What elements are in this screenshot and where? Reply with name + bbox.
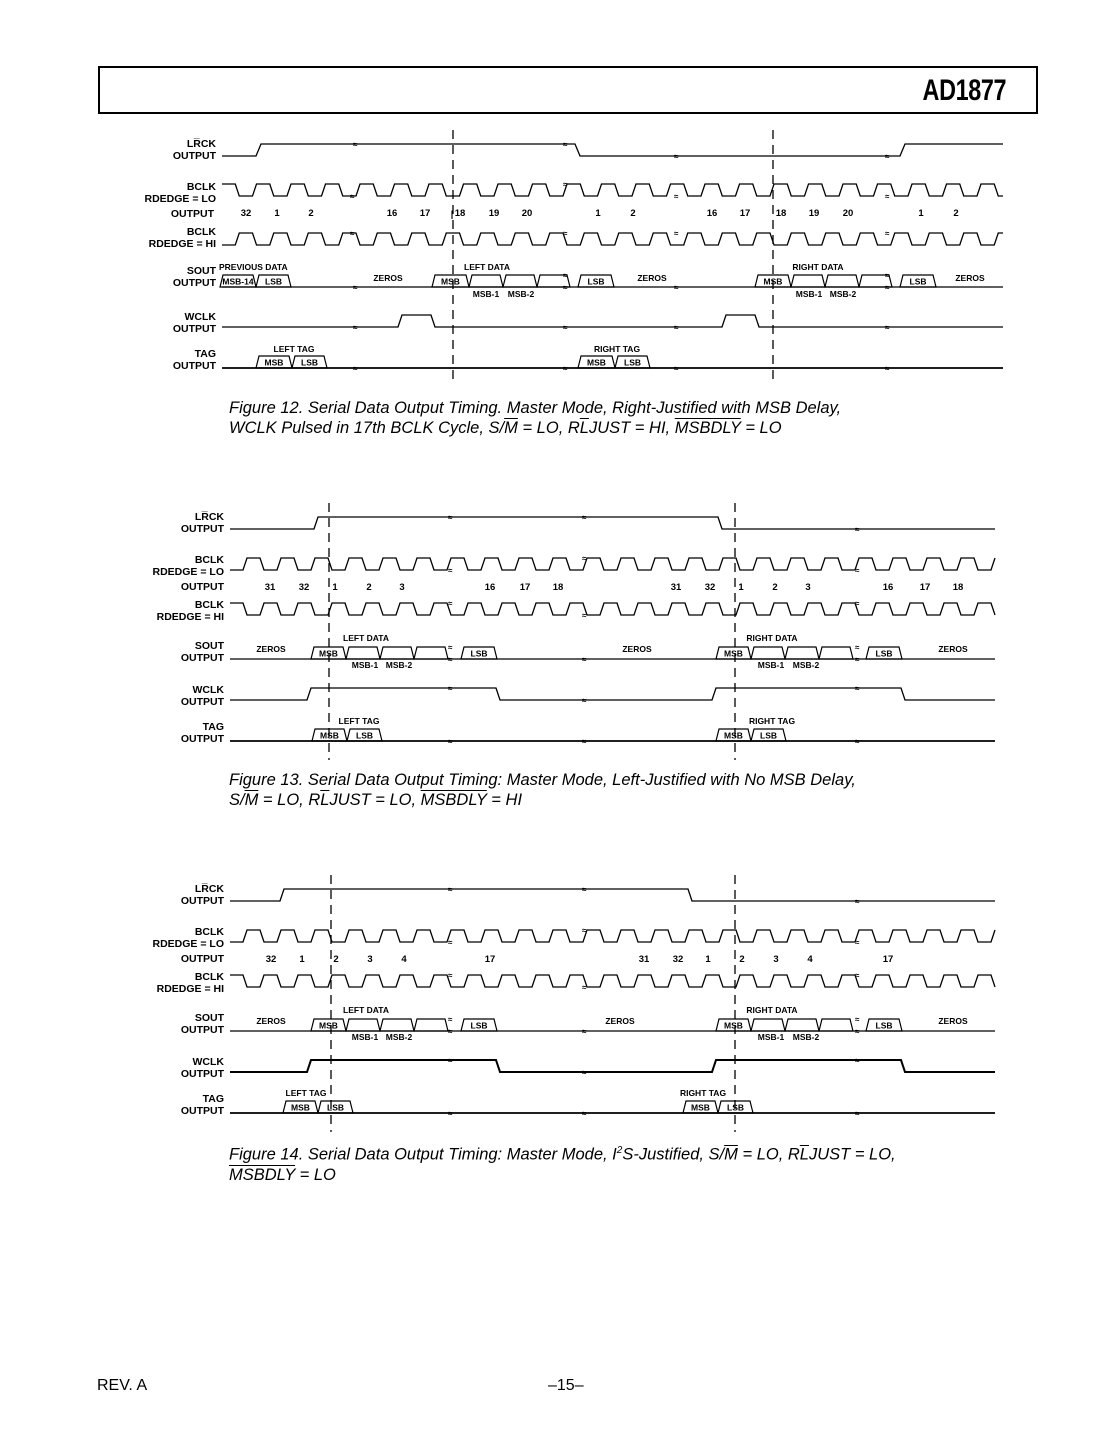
break-mark-icon: ≈	[581, 554, 587, 563]
bit-number: 2	[308, 208, 314, 219]
bit-number: 18	[952, 582, 964, 593]
bit-number: 18	[775, 208, 787, 219]
signal-label: OUTPUT	[180, 581, 224, 593]
clock-trace	[230, 930, 995, 942]
bit-number: 16	[706, 208, 718, 219]
break-mark-icon: ≈	[581, 1027, 587, 1036]
data-cell-label: LSB	[470, 1020, 488, 1031]
break-mark-icon: ≈	[581, 983, 587, 992]
signal-label: SOUT	[186, 265, 216, 277]
signal-label: OUTPUT	[180, 895, 224, 907]
bit-number: 3	[399, 582, 405, 593]
signal-label: OUTPUT	[180, 1024, 224, 1036]
break-mark-icon: ≈	[884, 152, 890, 161]
bit-number: 20	[842, 208, 854, 219]
data-cell-label: MSB	[320, 730, 339, 741]
bit-number: 32	[265, 954, 277, 965]
break-mark-icon: ≈	[562, 364, 568, 373]
signal-label: OUTPUT	[180, 523, 224, 535]
break-mark-icon: ≈	[854, 684, 860, 693]
break-mark-icon: ≈	[854, 971, 860, 980]
bit-number: 20	[521, 208, 533, 219]
zeros-label: ZEROS	[938, 644, 968, 654]
left-data-label: LEFT DATA	[343, 1005, 389, 1015]
signal-label: WCLK	[192, 684, 224, 696]
caption-line-2: $S/\overline{M}$ = LO, $R\overline{L}JUST$ = LO, MSBDLY = HI	[229, 791, 523, 809]
break-mark-icon: ≈	[349, 192, 355, 201]
break-mark-icon: ≈	[352, 323, 358, 332]
data-cell-label: LSB	[727, 1102, 744, 1113]
bit-number: 17	[419, 208, 431, 219]
break-mark-icon: ≈	[673, 283, 679, 292]
revision-label: REV. A	[97, 1377, 148, 1394]
zeros-label: ZEROS	[622, 644, 652, 654]
break-mark-icon: ≈	[581, 926, 587, 935]
break-mark-icon: ≈	[673, 192, 679, 201]
data-cell	[414, 1019, 448, 1031]
break-mark-icon: ≈	[884, 192, 890, 201]
break-mark-icon: ≈	[854, 1056, 860, 1065]
msb2-label: MSB-2	[385, 1032, 413, 1042]
bit-number: 19	[808, 208, 820, 219]
break-mark-icon: ≈	[447, 684, 453, 693]
data-cell-label: MSB	[441, 276, 460, 287]
break-mark-icon: ≈	[854, 938, 860, 947]
break-mark-icon: ≈	[562, 140, 568, 149]
data-cell-label: LSB	[875, 648, 893, 659]
break-mark-icon: ≈	[854, 737, 860, 746]
break-mark-icon: ≈	[447, 643, 453, 652]
right-data-label: RIGHT DATA	[792, 262, 844, 272]
bit-number: 3	[773, 954, 779, 965]
signal-label: SOUT	[194, 640, 224, 652]
break-mark-icon: ≈	[352, 283, 358, 292]
break-mark-icon: ≈	[581, 1068, 587, 1077]
break-mark-icon: ≈	[447, 655, 453, 664]
break-mark-icon: ≈	[884, 229, 890, 238]
break-mark-icon: ≈	[447, 599, 453, 608]
break-mark-icon: ≈	[854, 643, 860, 652]
signal-label: OUTPUT	[180, 733, 224, 745]
signal-label: SOUT	[194, 1012, 224, 1024]
break-mark-icon: ≈	[349, 229, 355, 238]
bit-number: 31	[264, 582, 276, 593]
signal-label: OUTPUT	[180, 696, 224, 708]
bit-number: 31	[670, 582, 682, 593]
bit-number: 3	[805, 582, 811, 593]
data-cell-label: LSB	[624, 357, 641, 368]
signal-label: OUTPUT	[172, 323, 216, 335]
break-mark-icon: ≈	[673, 364, 679, 373]
msb2-label: MSB-2	[829, 289, 857, 299]
caption-line-1: Figure 14. Serial Data Output Timing: Master Mode, $I^2S$-Justified, $S/\overline{M}$ = LO, $R\overline{L}JUST$ = LO,	[229, 1145, 896, 1164]
msb1-label: MSB-1	[351, 1032, 379, 1042]
zeros-label: ZEROS	[256, 1016, 286, 1026]
bit-number: 32	[240, 208, 252, 219]
signal-label: WCLK	[184, 311, 216, 323]
bit-number: 2	[333, 954, 339, 965]
break-mark-icon: ≈	[854, 599, 860, 608]
signal-label: OUTPUT	[180, 1105, 224, 1117]
right-tag-label: RIGHT TAG	[679, 1088, 727, 1098]
data-cell-label: MSB	[724, 1020, 743, 1031]
signal-label: RDEDGE = LO	[152, 566, 224, 578]
data-cell	[346, 1019, 380, 1031]
break-mark-icon: ≈	[447, 1109, 453, 1118]
signal-label: OUTPUT	[172, 150, 216, 162]
msb1-label: MSB-1	[757, 660, 785, 670]
bit-number: 16	[882, 582, 894, 593]
signal-label: OUTPUT	[170, 208, 214, 220]
signal-label: TAG	[194, 348, 216, 360]
msb1-label: MSB-1	[351, 660, 379, 670]
left-data-label: LEFT DATA	[464, 262, 510, 272]
break-mark-icon: ≈	[581, 513, 587, 522]
data-cell-label: LSB	[470, 648, 488, 659]
signal-label: RDEDGE = LO	[152, 938, 224, 950]
break-mark-icon: ≈	[854, 655, 860, 664]
signal-label: BCLK	[186, 181, 216, 193]
right-tag-label: RIGHT TAG	[593, 344, 641, 354]
data-cell-label: MSB	[319, 1020, 338, 1031]
bit-number: 4	[401, 954, 407, 965]
msb2-label: MSB-2	[792, 660, 820, 670]
zeros-label: ZEROS	[938, 1016, 968, 1026]
data-cell-label: MSB-14	[222, 276, 254, 287]
left-tag-label: LEFT TAG	[338, 716, 380, 726]
signal-label: BCLK	[194, 971, 224, 983]
signal-trace	[230, 1060, 995, 1072]
right-tag-label: RIGHT TAG	[748, 716, 796, 726]
bit-number: 17	[484, 954, 496, 965]
break-mark-icon: ≈	[352, 140, 358, 149]
break-mark-icon: ≈	[884, 323, 890, 332]
break-mark-icon: ≈	[854, 525, 860, 534]
bit-number: 17	[519, 582, 531, 593]
break-mark-icon: ≈	[884, 271, 890, 280]
bit-number: 3	[367, 954, 373, 965]
break-mark-icon: ≈	[581, 655, 587, 664]
break-mark-icon: ≈	[581, 737, 587, 746]
bit-number: 1	[274, 208, 280, 219]
data-cell-label: LSB	[587, 276, 605, 287]
break-mark-icon: ≈	[562, 229, 568, 238]
data-cell-label: MSB	[724, 648, 743, 659]
bit-number: 1	[299, 954, 305, 965]
part-number: AD1877	[922, 74, 1006, 107]
right-data-label: RIGHT DATA	[746, 633, 798, 643]
break-mark-icon: ≈	[447, 513, 453, 522]
data-cell-label: MSB	[291, 1102, 310, 1113]
bit-number: 16	[386, 208, 398, 219]
bit-number: 4	[807, 954, 813, 965]
bit-number: 32	[298, 582, 310, 593]
zeros-label: ZEROS	[955, 273, 985, 283]
msb2-label: MSB-2	[792, 1032, 820, 1042]
break-mark-icon: ≈	[581, 1109, 587, 1118]
data-cell-label: MSB	[724, 730, 743, 741]
bit-number: 16	[484, 582, 496, 593]
right-data-label: RIGHT DATA	[746, 1005, 798, 1015]
data-cell	[380, 1019, 414, 1031]
caption-line-1: Figure 12. Serial Data Output Timing. Master Mode, Right-Justified with MSB Delay,	[229, 399, 842, 417]
caption-line-2: MSBDLY = LO	[229, 1165, 336, 1184]
sout-label: PREVIOUS DATA	[219, 262, 288, 272]
data-cell	[819, 1019, 853, 1031]
data-cell	[751, 1019, 785, 1031]
data-cell-label: LSB	[760, 730, 777, 741]
zeros-label: ZEROS	[637, 273, 667, 283]
bit-number: 17	[919, 582, 931, 593]
bit-number: 17	[739, 208, 751, 219]
break-mark-icon: ≈	[581, 696, 587, 705]
signal-label: OUTPUT	[180, 1068, 224, 1080]
break-mark-icon: ≈	[447, 1056, 453, 1065]
signal-trace	[230, 889, 995, 901]
signal-label: RDEDGE = HI	[156, 983, 224, 995]
data-cell-label: LSB	[327, 1102, 344, 1113]
bit-number: 1	[332, 582, 338, 593]
break-mark-icon: ≈	[447, 566, 453, 575]
bit-number: 19	[488, 208, 500, 219]
signal-label: BCLK	[194, 554, 224, 566]
break-mark-icon: ≈	[447, 938, 453, 947]
break-mark-icon: ≈	[673, 152, 679, 161]
bit-number: 2	[739, 954, 745, 965]
data-cell-label: MSB	[319, 648, 338, 659]
data-cell-label: MSB	[691, 1102, 710, 1113]
break-mark-icon: ≈	[854, 1015, 860, 1024]
bit-number: 32	[672, 954, 684, 965]
signal-label: WCLK	[192, 1056, 224, 1068]
data-cell-label: MSB	[264, 357, 284, 368]
bit-number: 1	[738, 582, 744, 593]
break-mark-icon: ≈	[673, 323, 679, 332]
bit-number: 2	[772, 582, 778, 593]
data-cell-label: LSB	[301, 357, 318, 368]
break-mark-icon: ≈	[447, 971, 453, 980]
break-mark-icon: ≈	[562, 271, 568, 280]
bit-number: 18	[552, 582, 564, 593]
break-mark-icon: ≈	[884, 283, 890, 292]
bit-number: 2	[953, 208, 959, 219]
msb2-label: MSB-2	[507, 289, 535, 299]
data-cell-label: MSB	[763, 276, 783, 287]
break-mark-icon: ≈	[854, 897, 860, 906]
signal-label: TAG	[202, 721, 224, 733]
signal-label: RDEDGE = HI	[156, 611, 224, 623]
bit-number: 1	[595, 208, 601, 219]
zeros-label: ZEROS	[373, 273, 403, 283]
break-mark-icon: ≈	[854, 1109, 860, 1118]
left-data-label: LEFT DATA	[343, 633, 389, 643]
zeros-label: ZEROS	[256, 644, 286, 654]
clock-trace	[230, 975, 995, 987]
break-mark-icon: ≈	[673, 229, 679, 238]
left-tag-label: LEFT TAG	[273, 344, 315, 354]
break-mark-icon: ≈	[562, 180, 568, 189]
break-mark-icon: ≈	[854, 566, 860, 575]
zeros-label: ZEROS	[605, 1016, 635, 1026]
msb1-label: MSB-1	[472, 289, 500, 299]
break-mark-icon: ≈	[884, 364, 890, 373]
bit-number: 1	[705, 954, 711, 965]
break-mark-icon: ≈	[447, 737, 453, 746]
break-mark-icon: ≈	[854, 1027, 860, 1036]
bit-number: 2	[630, 208, 636, 219]
left-tag-label: LEFT TAG	[285, 1088, 327, 1098]
signal-label: RDEDGE = HI	[148, 238, 216, 250]
signal-label: BCLK	[194, 599, 224, 611]
signal-label: RDEDGE = LO	[144, 193, 216, 205]
break-mark-icon: ≈	[581, 885, 587, 894]
bit-number: 1	[918, 208, 924, 219]
signal-label: LR̅CK	[194, 511, 224, 523]
msb1-label: MSB-1	[795, 289, 823, 299]
break-mark-icon: ≈	[447, 885, 453, 894]
bit-number: 31	[638, 954, 650, 965]
break-mark-icon: ≈	[562, 283, 568, 292]
tick: |	[450, 209, 454, 219]
caption-line-1: Figure 13. Serial Data Output Timing: Master Mode, Left-Justified with No MSB Delay,	[229, 771, 856, 789]
signal-label: OUTPUT	[180, 652, 224, 664]
break-mark-icon: ≈	[581, 611, 587, 620]
data-cell-label: LSB	[356, 730, 373, 741]
break-mark-icon: ≈	[562, 323, 568, 332]
signal-label: OUTPUT	[180, 953, 224, 965]
caption-line-2: WCLK Pulsed in 17th BCLK Cycle, $S/\overline{M}$ = LO, $R\overline{L}JUST$ = HI, MSBDLY = LO	[229, 419, 782, 437]
data-cell-label: LSB	[909, 276, 927, 287]
signal-label: TAG	[202, 1093, 224, 1105]
signal-label: OUTPUT	[172, 277, 216, 289]
bit-number: 32	[704, 582, 716, 593]
break-mark-icon: ≈	[447, 1027, 453, 1036]
data-cell-label: LSB	[875, 1020, 893, 1031]
bit-number: 17	[882, 954, 894, 965]
data-cell-label: MSB	[587, 357, 606, 368]
signal-label: BCLK	[194, 926, 224, 938]
bit-number: 18	[454, 208, 466, 219]
page-number: –15–	[548, 1377, 584, 1394]
msb1-label: MSB-1	[757, 1032, 785, 1042]
signal-label: BCLK	[186, 226, 216, 238]
bit-number: 2	[366, 582, 372, 593]
msb2-label: MSB-2	[385, 660, 413, 670]
figure-14-caption	[229, 1141, 896, 1185]
break-mark-icon: ≈	[447, 1015, 453, 1024]
signal-label: LR̅CK	[194, 883, 224, 895]
data-cell	[785, 1019, 819, 1031]
signal-label: OUTPUT	[172, 360, 216, 372]
signal-label: LR̅CK	[186, 138, 216, 150]
data-cell-label: LSB	[265, 276, 282, 287]
break-mark-icon: ≈	[352, 364, 358, 373]
